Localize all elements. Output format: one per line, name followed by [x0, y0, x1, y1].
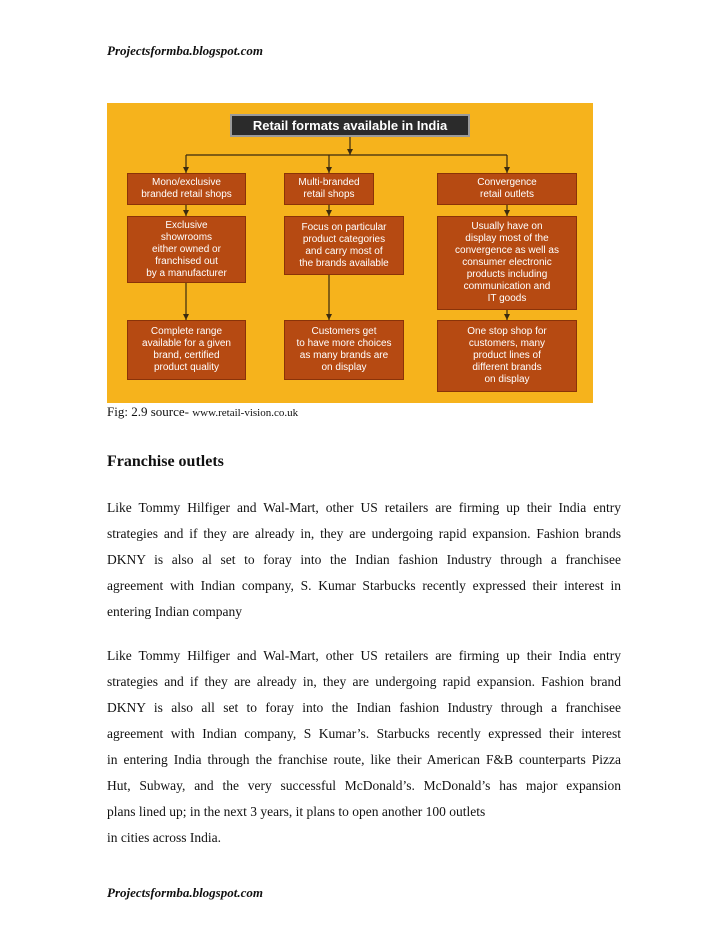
col2-description-box: Focus on particular product categories and carry most of the brands available	[284, 216, 404, 275]
arrowhead-title	[347, 149, 353, 155]
caption-source-url: www.retail-vision.co.uk	[192, 407, 299, 419]
paragraph-1	[107, 495, 621, 625]
section-heading: Franchise outlets	[107, 453, 224, 470]
col1-description-box: Exclusive showrooms either owned or franchised out by a manufacturer	[127, 216, 246, 283]
paragraph-line: entering Indian company	[107, 604, 242, 619]
paragraph-line: agreement with Indian company, S Kumar’s. Starbucks recently expressed their interest	[107, 726, 621, 741]
paragraph-line: Hut, Subway, and the very successful McDonald’s. McDonald’s has major expansion	[107, 778, 621, 793]
footer-site-link: Projectsformba.blogspot.com	[107, 885, 263, 900]
col1-benefit-box: Complete range available for a given brand, certified product quality	[127, 320, 246, 380]
col2-benefit-box: Customers get to have more choices as many brands are on display	[284, 320, 404, 380]
paragraph-line: plans lined up; in the next 3 years, it plans to open another 100 outlets	[107, 804, 486, 819]
paragraph-line: in entering India through the franchise route, like their American F&B counterparts Pizza	[107, 752, 621, 767]
header-site-link: Projectsformba.blogspot.com	[107, 43, 263, 58]
paragraph-line: DKNY is also all set to foray into the Indian fashion Industry through a franchisee	[107, 700, 621, 715]
diagram-title: Retail formats available in India	[230, 114, 470, 137]
figure-caption	[107, 404, 298, 420]
col1-heading-box: Mono/exclusive branded retail shops	[127, 173, 246, 205]
paragraph-line: strategies and if they are already in, they are undergoing rapid expansion. Fashion brands	[107, 526, 621, 541]
paragraph-line: Like Tommy Hilfiger and Wal-Mart, other US retailers are firming up their India entry	[107, 648, 621, 663]
retail-formats-diagram	[107, 103, 593, 403]
paragraph-line: strategies and if they are already in, they are undergoing rapid expansion. Fashion brand	[107, 674, 621, 689]
col2-heading-box: Multi-branded retail shops	[284, 173, 374, 205]
col3-description-box: Usually have on display most of the convergence as well as consumer electronic products including communication and IT goods	[437, 216, 577, 310]
paragraph-line: agreement with Indian company, S. Kumar Starbucks recently expressed their interest in	[107, 578, 621, 593]
paragraph-line: Like Tommy Hilfiger and Wal-Mart, other US retailers are firming up their India entry	[107, 500, 621, 515]
caption-label: Fig: 2.9 source-	[107, 404, 193, 419]
paragraph-line: DKNY is also al set to foray into the Indian fashion Industry through a franchisee	[107, 552, 621, 567]
paragraph-line: in cities across India.	[107, 830, 221, 845]
col3-benefit-box: One stop shop for customers, many product lines of different brands on display	[437, 320, 577, 392]
paragraph-2	[107, 643, 621, 851]
col3-heading-box: Convergence retail outlets	[437, 173, 577, 205]
